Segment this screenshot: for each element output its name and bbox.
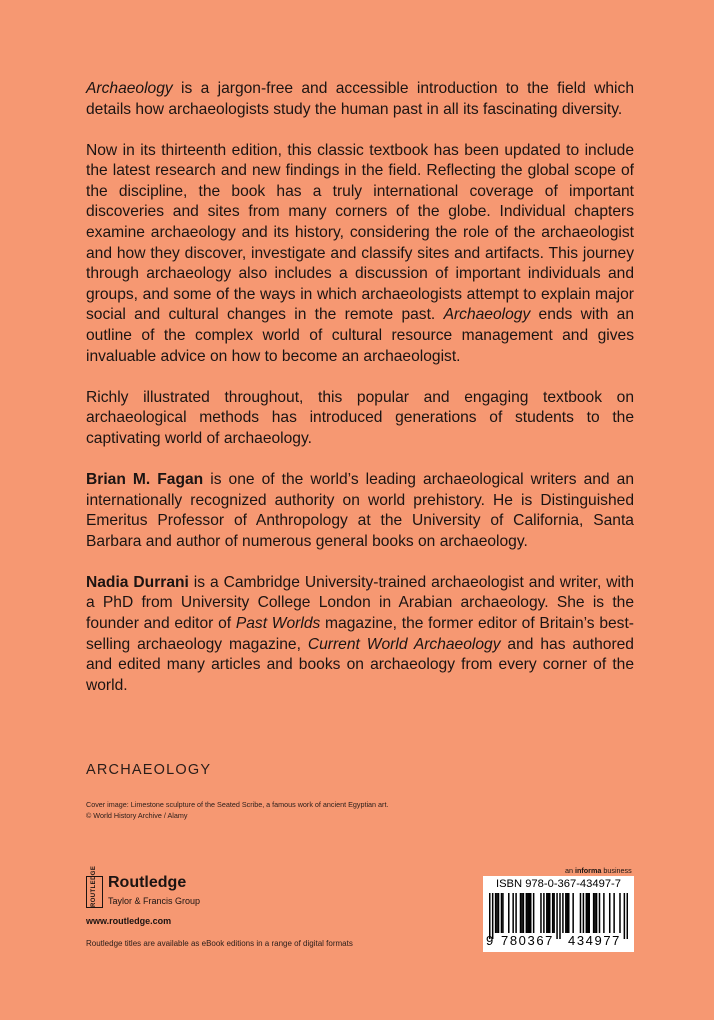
barcode-bar bbox=[527, 893, 529, 933]
barcode-digit-group-1: 780367 bbox=[501, 933, 554, 948]
barcode-bar bbox=[543, 893, 545, 933]
author-name: Nadia Durrani bbox=[86, 573, 189, 591]
book-title-italic: Archaeology bbox=[86, 80, 173, 97]
barcode-bar bbox=[593, 893, 595, 933]
copyright-credit: © World History Archive / Alamy bbox=[86, 811, 188, 820]
barcode-bar bbox=[572, 893, 574, 933]
isbn-barcode bbox=[483, 876, 634, 952]
book-title-italic: Archaeology bbox=[443, 306, 531, 324]
barcode-bar bbox=[496, 893, 498, 933]
isbn-label: ISBN 978-0-367-43497-7 bbox=[495, 878, 621, 890]
author-bio-fagan: Brian M. Fagan is one of the world’s leading archaeological writers and an internationally recognized authority on world prehistory. He is Distinguished Emeritus Professor of Anthropology at the University of California, Santa Barbara and author of numerous general books on archaeology. bbox=[86, 471, 634, 550]
barcode-bar bbox=[583, 893, 585, 933]
barcode-bar bbox=[588, 893, 590, 933]
barcode-bar bbox=[619, 893, 621, 933]
barcode-bar bbox=[580, 893, 582, 933]
barcode-digit-group-2: 434977 bbox=[568, 933, 621, 948]
barcode-bar bbox=[495, 893, 497, 933]
barcode-bar bbox=[523, 893, 525, 933]
barcode-bar bbox=[502, 893, 504, 933]
barcode-bar bbox=[562, 893, 564, 933]
barcode-bar bbox=[586, 893, 588, 933]
subject-category: ARCHAEOLOGY bbox=[86, 762, 212, 778]
barcode-bar bbox=[512, 893, 514, 933]
barcode-bar bbox=[521, 893, 523, 933]
routledge-logo-icon: ROUTLEDGE bbox=[86, 876, 103, 908]
barcode-bar bbox=[594, 893, 596, 933]
barcode-digits bbox=[483, 933, 634, 951]
barcode-bar bbox=[553, 893, 555, 933]
barcode-bar bbox=[508, 893, 510, 933]
barcode-bar bbox=[568, 893, 570, 933]
barcode-bar bbox=[515, 893, 517, 933]
publisher-name: Routledge bbox=[108, 874, 187, 891]
description-text bbox=[86, 79, 634, 717]
publisher-group: Taylor & Francis Group bbox=[108, 896, 201, 906]
barcode-bar bbox=[529, 893, 531, 933]
author-bio-durrani: Nadia Durrani is a Cambridge University-trained archaeologist and writer, with a PhD from University College London in Arabian archaeology. She is the founder and editor of Past Worlds magazine, the former editor of Britain’s best-selling archaeology magazine, Current World Archaeology and has authored and edited many articles and books on archaeology from every corner of the world. bbox=[86, 573, 634, 694]
barcode-bar bbox=[596, 893, 598, 933]
barcode-bar bbox=[548, 893, 550, 933]
barcode-lead-digit: 9 bbox=[486, 933, 494, 948]
cover-credits bbox=[86, 799, 388, 821]
barcode-bar bbox=[498, 893, 500, 933]
barcode-bar bbox=[599, 893, 601, 933]
barcode-bar bbox=[567, 893, 569, 933]
barcode-bar bbox=[587, 893, 589, 933]
author-name: Brian M. Fagan bbox=[86, 471, 204, 488]
informa-business-label: an informa business bbox=[565, 866, 632, 875]
barcode-bar bbox=[520, 893, 522, 933]
barcode-bar bbox=[533, 893, 535, 933]
ebook-note: Routledge titles are available as eBook editions in a range of digital formats bbox=[86, 939, 353, 948]
barcode-bar bbox=[540, 893, 542, 933]
barcode-bar bbox=[565, 893, 567, 933]
barcode-bar bbox=[526, 893, 528, 933]
description-paragraph-2: Now in its thirteenth edition, this classic textbook has been updated to include the latest research and new findings in the field. Reflecting the global scope of the discipline, the book has a truly international coverage of important discoveries and sites from many corners of the globe. Individual chapters examine archaeology and its history, considering the role of the archaeologist and how they discover, investigate and classify sites and artifacts. This journey through archaeology also includes a discussion of important individuals and groups, and some of the ways in which archaeologists attempt to explain major social and cultural changes in the remote past. Archaeology ends with an outline of the complex world of cultural resource management and gives invaluable advice on how to become an archaeologist. bbox=[86, 141, 634, 365]
magazine-title: Current World Archaeology bbox=[307, 635, 501, 653]
routledge-logo bbox=[86, 865, 286, 910]
barcode-bar bbox=[613, 893, 615, 933]
barcode-bar bbox=[549, 893, 551, 933]
cover-image-credit: Cover image: Limestone sculpture of the Seated Scribe, a famous work of ancient Egyptian art. bbox=[86, 800, 389, 809]
barcode-bar bbox=[501, 893, 503, 933]
barcode-bar bbox=[609, 893, 611, 933]
barcode-bar bbox=[546, 893, 548, 933]
description-paragraph-3: Richly illustrated throughout, this popular and engaging textbook on archaeological methods has introduced generations of students to the captivating world of archaeology. bbox=[86, 388, 634, 447]
description-paragraph-1: Archaeology is a jargon-free and accessible introduction to the field which details how archaeologists study the human past in all its fascinating diversity. bbox=[86, 80, 634, 118]
magazine-title: Past Worlds bbox=[235, 615, 321, 633]
barcode-bar bbox=[530, 893, 532, 933]
publisher-url[interactable]: www.routledge.com bbox=[86, 916, 172, 926]
barcode-bar bbox=[603, 893, 605, 933]
barcode-bar bbox=[552, 893, 554, 933]
